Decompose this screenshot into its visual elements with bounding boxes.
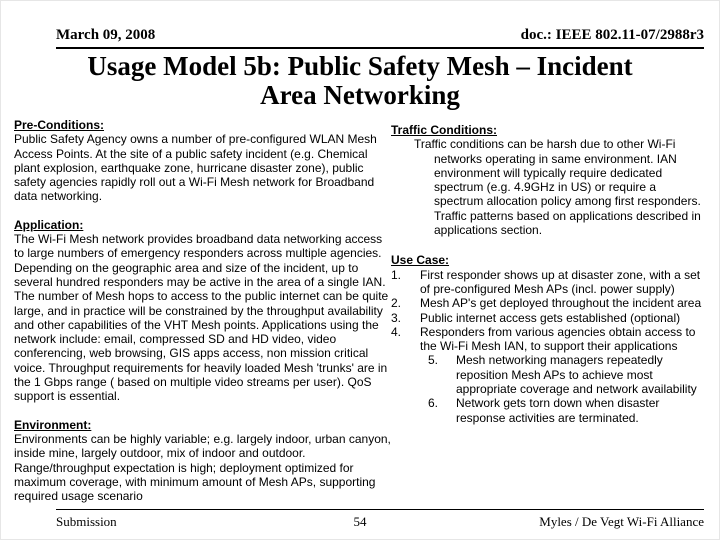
right-column (391, 123, 708, 425)
use-case-item-1 (391, 268, 708, 297)
footer-authors: Myles / De Vegt Wi-Fi Alliance (539, 514, 704, 529)
use-case-item-4-text: Responders from various agencies obtain access to the Wi-Fi Mesh IAN, to support their applications (420, 324, 696, 354)
use-case-item-6 (428, 396, 708, 425)
preconditions-heading: Pre-Conditions: (14, 118, 104, 132)
use-case-item-1-text: First responder shows up at disaster zone, with a set of pre-configured Mesh APs (incl. power supply) (420, 267, 701, 296)
use-case-item-2 (391, 296, 708, 310)
slide-title-line2: Area Networking (260, 80, 460, 110)
use-case-item-6-number: 6. (428, 396, 439, 411)
environment-heading: Environment: (14, 417, 92, 432)
preconditions-body: Public Safety Agency owns a number of pre-configured WLAN Mesh Access Points. At the site of a public safety incident (e.g. Chemical plant explosion, earthquake zone, hurricane disaster zone), public safety agencies rapidly roll out a Wi-Fi Mesh network for Broadband data networking. (14, 132, 377, 204)
use-case-item-2-number: 2. (391, 296, 402, 311)
footer-submission: Submission (56, 514, 117, 529)
use-case-item-4-number: 4. (391, 324, 402, 339)
use-case-item-3-number: 3. (391, 310, 402, 325)
use-case-item-5-number: 5. (428, 353, 439, 368)
slide-title (41, 52, 679, 110)
header-rule (56, 47, 704, 49)
header-date: March 09, 2008 (56, 27, 156, 43)
slide-title-line1: Usage Model 5b: Public Safety Mesh – Incident (87, 51, 633, 81)
environment-body: Environments can be highly variable; e.g. largely indoor, urban canyon, inside mine, largely outdoor, mix of indoor and outdoor. Range/throughput expectation is high; deployment optimized for maximum coverage, with minimum amount of Mesh APs, supporting required usage scenario (14, 431, 391, 504)
application-body: The Wi-Fi Mesh network provides broadband data networking access to large numbers of emergency responders across multiple agencies. Depending on the geographic area and size of the incident, up to several hundred responders may be active in the area of a single IAN. The number of Mesh hops to access to the public internet can be quite large, and in practice will be constrained by the throughput availability and other capabilities of the VHT Mesh points. Applications using the network include: email, compressed SD and HD video, video conferencing, web browsing, GIS apps access, non mission critical voice. Throughput requirements for heavily loaded Mesh 'trunks' are in the 1 Gbps range ( based on multiple video streams per user). QoS support is essential. (14, 232, 389, 404)
use-case-item-4 (391, 325, 708, 354)
use-case-item-2-text: Mesh AP's get deployed throughout the incident area (420, 296, 702, 311)
use-case-item-1-number: 1. (391, 267, 402, 282)
use-case-item-5-text: Mesh networking managers repeatedly reposition Mesh APs to achieve most appropriate coverage and network availability (456, 353, 697, 397)
footer-page-number: 54 (353, 514, 367, 529)
left-column (14, 118, 391, 503)
use-case-heading: Use Case: (391, 253, 450, 268)
footer-rule (56, 509, 704, 510)
application-heading: Application: (14, 217, 84, 232)
use-case-item-3-text: Public internet access gets established (optional) (420, 310, 681, 325)
use-case-item-6-text: Network gets torn down when disaster response activities are terminated. (456, 396, 660, 425)
header-doc-number: doc.: IEEE 802.11-07/2988r3 (520, 27, 704, 43)
use-case-item-5 (428, 353, 708, 396)
traffic-conditions-body: Traffic conditions can be harsh due to other Wi-Fi networks operating in same environment. IAN environment will typically require dedicated spectrum (e.g. 4.9GHz in US) or require a spectrum allocation policy among first responders. Traffic patterns based on applications described in applications section. (414, 137, 701, 238)
use-case-item-3 (391, 311, 708, 325)
traffic-conditions-heading: Traffic Conditions: (391, 123, 497, 137)
